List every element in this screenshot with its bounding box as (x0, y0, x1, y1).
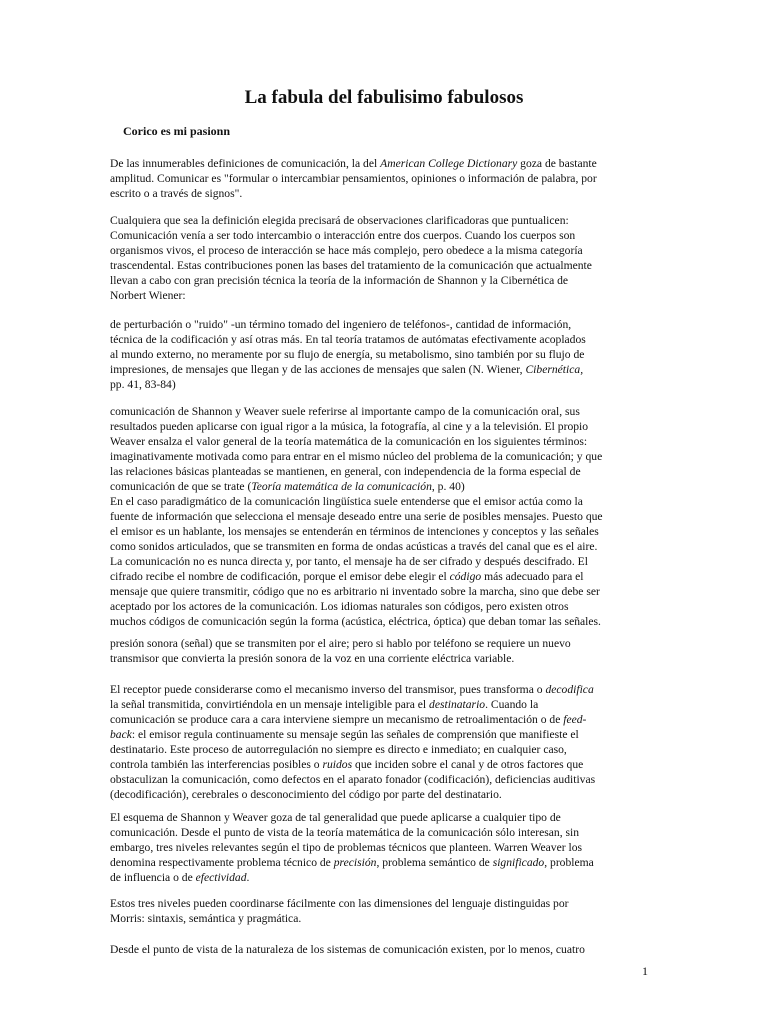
text-run: Morris: sintaxis, semántica y pragmática. (110, 912, 302, 925)
paragraph-line (110, 213, 660, 228)
paragraph (110, 810, 660, 885)
text-run: las relaciones básicas planteadas se mantienen, en general, con independencia de la forma especial de (110, 465, 581, 478)
text-run: presión sonora (señal) que se transmiten por el aire; pero si hablo por teléfono se requiere un nuevo (110, 637, 571, 650)
italic-text: feed- (563, 713, 587, 726)
text-run: . Cuando la (485, 698, 539, 711)
paragraph-line (110, 942, 660, 957)
text-run: como sonidos articulados, que se transmiten en forma de ondas acústicas a través del canal que es el aire. (110, 540, 598, 553)
paragraph-line (110, 651, 660, 666)
text-run: controla también las interferencias posibles o (110, 758, 323, 771)
text-run: trascendental. Estas contribuciones ponen las bases del tratamiento de la comunicación que actualmente (110, 259, 592, 272)
paragraph-line (110, 599, 660, 614)
text-run: comunicación se produce cara a cara interviene siempre un mecanismo de retroalimentación o de (110, 713, 564, 726)
italic-text: decodifica (545, 683, 594, 696)
document-subtitle: Corico es mi pasionn (123, 124, 231, 138)
text-run: comunicación de Shannon y Weaver suele referirse al importante campo de la comunicación oral, sus (110, 405, 580, 418)
paragraph-line (110, 362, 660, 377)
italic-text: código (449, 570, 482, 583)
paragraph-line (110, 273, 660, 288)
text-run: de perturbación o "ruido" -un término tomado del ingeniero de teléfonos-, cantidad de información, (110, 318, 572, 331)
paragraph-line (110, 186, 660, 201)
text-run: el emisor es un hablante, los mensajes se entenderán en términos de intenciones y conceptos y las señales (110, 525, 599, 538)
text-run: Weaver ensalza el valor general de la teoría matemática de la comunicación en los siguientes términos: (110, 435, 588, 448)
paragraph-line (110, 479, 660, 494)
paragraph (110, 682, 660, 802)
italic-text: Cibernética, (525, 363, 584, 376)
text-run: La comunicación no es nunca directa y, por tanto, el mensaje ha de ser cifrado y después descifrado. El (110, 555, 588, 568)
paragraph-line (110, 171, 660, 186)
text-run: (decodificación), cerebrales o desconocimiento del código por parte del destinatario. (110, 788, 502, 801)
paragraph-line (110, 840, 660, 855)
text-run: destinatario. Este proceso de autorregulación no siempre es directo e inmediato; en cualquier caso, (110, 743, 567, 756)
text-run: amplitud. Comunicar es "formular o intercambiar pensamientos, opiniones o información de palabra, por (110, 172, 597, 185)
paragraph-line (110, 347, 660, 362)
text-run: obstaculizan la comunicación, como defectos en el aparato fonador (codificación), deficiencias auditivas (110, 773, 596, 786)
paragraph-line (110, 727, 660, 742)
text-run: De las innumerables definiciones de comunicación, la del (110, 157, 381, 170)
text-run: En el caso paradigmático de la comunicación lingüística suele entenderse que el emisor actúa como la (110, 495, 583, 508)
paragraph-line (110, 870, 660, 885)
paragraph-line (110, 554, 660, 569)
paragraph-line (110, 772, 660, 787)
paragraph-line (110, 757, 660, 772)
text-run: escrito o a través de signos". (110, 187, 243, 200)
text-run: , problema (544, 856, 594, 869)
paragraph (110, 156, 660, 201)
text-run: llevan a cabo con gran precisión técnica la teoría de la información de Shannon y la Cibernética de (110, 274, 569, 287)
paragraph-line (110, 509, 660, 524)
paragraph (110, 636, 660, 666)
paragraph-line (110, 896, 660, 911)
paragraph-line (110, 810, 660, 825)
text-run: técnica de la codificación y así otras más. En tal teoría tratamos de autómatas efectivamente acoplados (110, 333, 586, 346)
paragraph-line (110, 584, 660, 599)
italic-text: significado (492, 856, 545, 869)
paragraph-line (110, 156, 660, 171)
text-run: mensaje que quiere transmitir, código que no es arbitrario ni inventado sobre la marcha, sino que debe ser (110, 585, 600, 598)
paragraph-line (110, 449, 660, 464)
italic-text: efectividad (195, 871, 247, 884)
paragraph-line (110, 697, 660, 712)
text-run: fuente de información que selecciona el mensaje deseado entre una serie de posibles mensajes. Puesto que (110, 510, 603, 523)
paragraph-line (110, 636, 660, 651)
paragraph-line (110, 377, 660, 392)
paragraph (110, 317, 660, 392)
text-run: Cualquiera que sea la definición elegida precisará de observaciones clarificadoras que puntualicen: (110, 214, 569, 227)
paragraph-line (110, 787, 660, 802)
paragraph-line (110, 569, 660, 584)
text-run: comunicación de que se trate ( (110, 480, 252, 493)
paragraph-line (110, 404, 660, 419)
text-run: Estos tres niveles pueden coordinarse fácilmente con las dimensiones del lenguaje distinguidas por (110, 897, 569, 910)
text-run: , problema semántico de (376, 856, 493, 869)
paragraph-line (110, 434, 660, 449)
page-number: 1 (642, 964, 648, 978)
paragraph-line (110, 712, 660, 727)
paragraph-line (110, 332, 660, 347)
text-run: pp. 41, 83-84) (110, 378, 176, 391)
text-run: Norbert Wiener: (110, 289, 186, 302)
text-run: impresiones, de mensajes que llegan y de las acciones de mensajes que salen (N. Wiener, (110, 363, 526, 376)
text-run: denomina respectivamente problema técnico de (110, 856, 334, 869)
paragraph-line (110, 524, 660, 539)
text-run: Comunicación venía a ser todo intercambio o interacción entre dos cuerpos. Cuando los cuerpos son (110, 229, 576, 242)
text-run: : el emisor regula continuamente su mensaje según las señales de comprensión que manifieste el (131, 728, 579, 741)
paragraph (110, 404, 660, 629)
italic-text: back (110, 728, 132, 741)
paragraph (110, 213, 660, 303)
italic-text: destinatario (429, 698, 486, 711)
paragraph (110, 896, 660, 926)
paragraph-line (110, 494, 660, 509)
document-title: La fabula del fabulisimo fabulosos (244, 87, 524, 108)
paragraph-line (110, 419, 660, 434)
text-run: transmisor que convierta la presión sonora de la voz en una corriente eléctrica variable. (110, 652, 515, 665)
italic-text: ruidos (322, 758, 353, 771)
text-run: cifrado recibe el nombre de codificación, porque el emisor debe elegir el (110, 570, 450, 583)
paragraph-line (110, 464, 660, 479)
italic-text: American College Dictionary (380, 157, 518, 170)
paragraph-line (110, 742, 660, 757)
paragraph-line (110, 228, 660, 243)
text-run: resultados pueden aplicarse con igual rigor a la música, la fotografía, al cine y a la televisión. El propio (110, 420, 589, 433)
text-run: al mundo externo, no meramente por su flujo de energía, su metabolismo, sino también por su flujo de (110, 348, 585, 361)
text-run: . (246, 871, 250, 884)
paragraph-line (110, 243, 660, 258)
text-run: organismos vivos, el proceso de interacción se hace más complejo, pero obedece a la misma categoría (110, 244, 583, 257)
text-run: embargo, tres niveles relevantes según el tipo de problemas técnicos que planteen. Warren Weaver los (110, 841, 583, 854)
text-run: El esquema de Shannon y Weaver goza de tal generalidad que puede aplicarse a cualquier tipo de (110, 811, 561, 824)
text-run: comunicación. Desde el punto de vista de la teoría matemática de la comunicación sólo interesan, sin (110, 826, 580, 839)
paragraph (110, 942, 660, 957)
text-run: goza de bastante (517, 157, 597, 170)
paragraph-line (110, 288, 660, 303)
paragraph-line (110, 258, 660, 273)
text-run: que inciden sobre el canal y de otros factores que (352, 758, 584, 771)
text-run: la señal transmitida, convirtiéndola en un mensaje inteligible para el (110, 698, 430, 711)
paragraph-line (110, 911, 660, 926)
text-run: de influencia o de (110, 871, 196, 884)
italic-text: Teoría matemática de la comunicación (251, 480, 432, 493)
text-run: , p. 40) (431, 480, 465, 493)
text-run: Desde el punto de vista de la naturaleza de los sistemas de comunicación existen, por lo menos, cuatro (110, 943, 585, 956)
text-run: El receptor puede considerarse como el mecanismo inverso del transmisor, pues transforma o (110, 683, 546, 696)
paragraph-line (110, 825, 660, 840)
paragraph-line (110, 614, 660, 629)
text-run: imaginativamente motivada como para entrar en el mismo núcleo del problema de la comunicación; y que (110, 450, 603, 463)
italic-text: precisión (333, 856, 377, 869)
paragraph-line (110, 539, 660, 554)
text-run: aceptado por los actores de la comunicación. Los idiomas naturales son códigos, pero existen otros (110, 600, 569, 613)
text-run: más adecuado para el (481, 570, 584, 583)
paragraph-line (110, 682, 660, 697)
text-run: muchos códigos de comunicación según la forma (acústica, eléctrica, óptica) que deban tomar las señales. (110, 615, 601, 628)
paragraph-line (110, 855, 660, 870)
paragraph-line (110, 317, 660, 332)
